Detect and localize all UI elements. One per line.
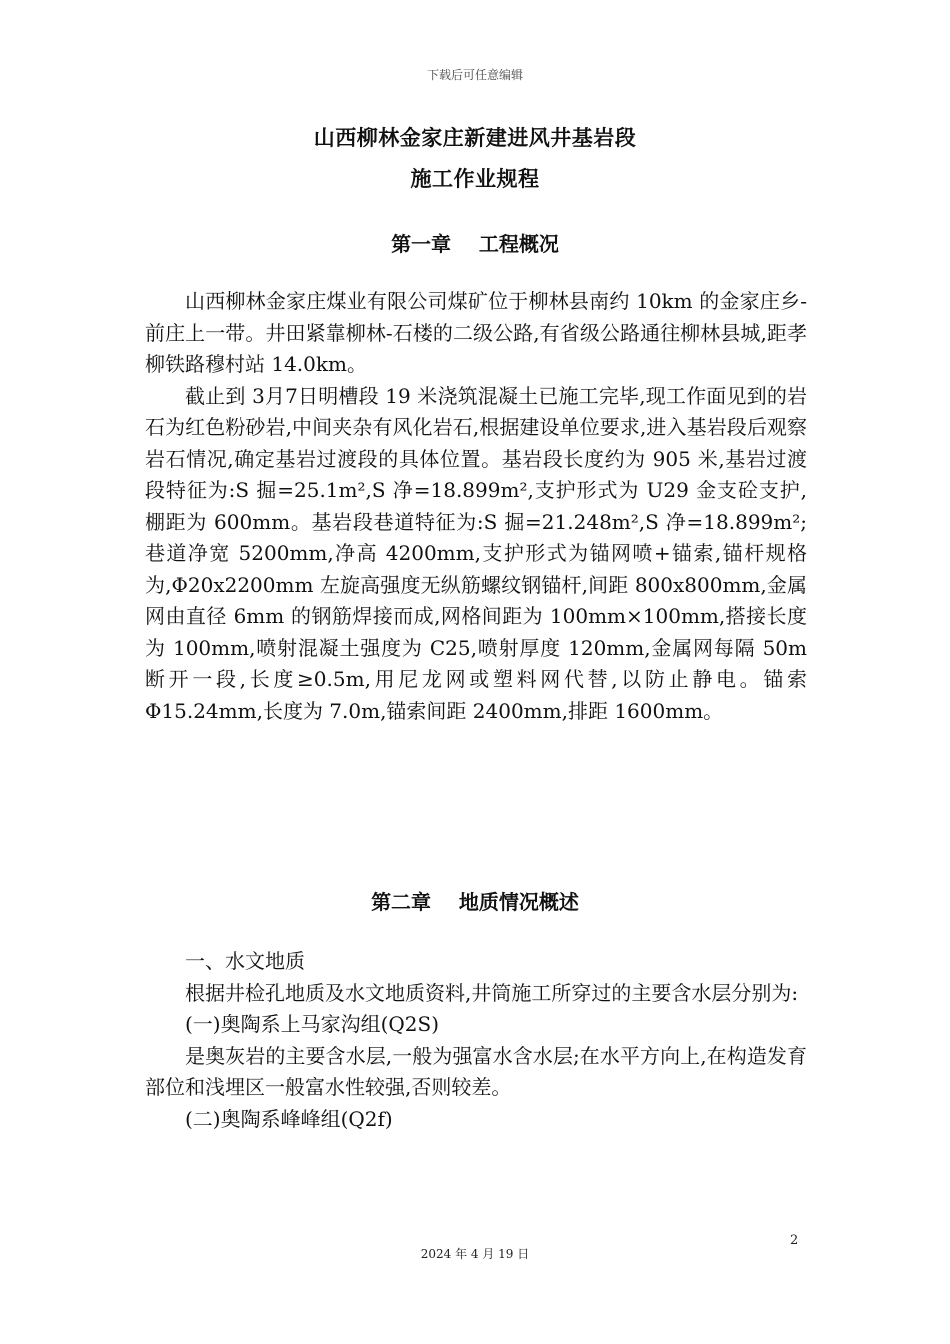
paragraph: 山西柳林金家庄煤业有限公司煤矿位于柳林县南约 10km 的金家庄乡-前庄上一带。井田紧靠柳林-石楼的二级公路,有省级公路通往柳林县城,距孝柳铁路穆村站 14.0km。: [145, 289, 807, 376]
paragraph: 截止到 3月7日明槽段 19 米浇筑混凝土已施工完毕,现工作面见到的岩石为红色粉砂岩,中间夹杂有风化岩石,根据建设单位要求,进入基岩段后观察岩石情况,确定基岩过渡段的具体位置。基岩段长度约为 905 米,基岩过渡段特征为:S 掘=25.1m²,S 净=18.899m²,支护形式为 U29 金支砼支护,棚距为 600mm。基岩段巷道特征为:S 掘=21.248m²,S 净=18.899m²;巷道净宽 5200mm,净高 4200mm,支护形式为锚网喷+锚索,锚杆规格为,Φ20x2200mm 左旋高强度无纵筋螺纹钢锚杆,间距 800x800mm,金属网由直径 6mm 的钢筋焊接而成,网格间距为 100mm×100mm,搭接长度为 100mm,喷射混凝土强度为 C25,喷射厚度 120mm,金属网每隔 50m 断开一段,长度≥0.5m,用尼龙网或塑料网代替,以防止静电。锚索 Φ15.24mm,长度为 7.0m,锚索间距 2400mm,排距 1600mm。: [145, 383, 807, 723]
paragraph: 是奥灰岩的主要含水层,一般为强富水含水层;在水平方向上,在构造发育部位和浅埋区一般富水性较强,否则较差。: [145, 1043, 807, 1099]
chapter-1-heading: 第一章 工程概况: [391, 232, 559, 256]
section-heading: 一、水文地质: [185, 949, 305, 973]
page-number: 2: [790, 1233, 799, 1248]
document-title-line-2: 施工作业规程: [410, 167, 540, 191]
subsection-heading: (一)奥陶系上马家沟组(Q2S): [185, 1012, 440, 1036]
chapter-2-heading: 第二章 地质情况概述: [371, 890, 579, 914]
paragraph: 根据井检孔地质及水文地质资料,井筒施工所穿过的主要含水层分别为:: [185, 980, 799, 1005]
header-note: 下载后可任意编辑: [426, 68, 523, 82]
subsection-heading: (二)奥陶系峰峰组(Q2f): [185, 1106, 393, 1131]
chapter-1-body: [145, 286, 807, 727]
footer-date: 2024 年 4 月 19 日: [420, 1247, 530, 1261]
chapter-2-body: [145, 946, 807, 1135]
document-title-line-1: 山西柳林金家庄新建进风井基岩段: [313, 126, 637, 150]
